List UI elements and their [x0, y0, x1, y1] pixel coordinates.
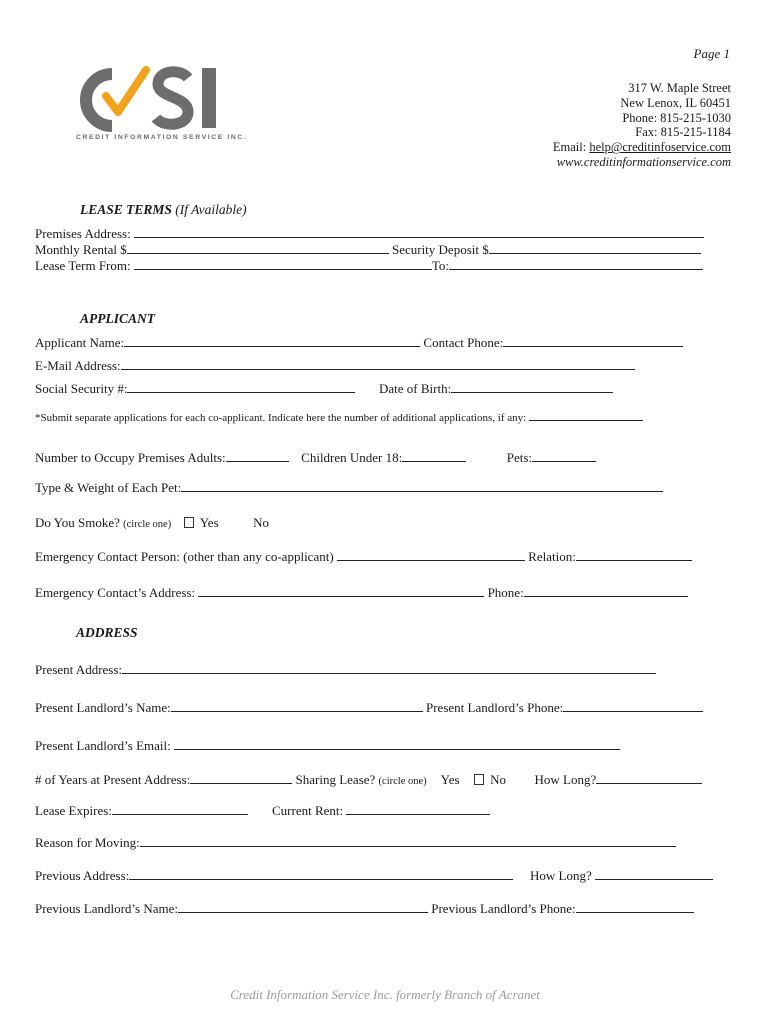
security-deposit-label: Security Deposit $ [391, 242, 489, 257]
footer-text: Credit Information Service Inc. formerly Branch of Acranet [230, 987, 540, 1002]
landlord-name-label: Present Landlord’s Name: [35, 700, 171, 715]
pets-label: Pets: [506, 450, 533, 465]
address-line2: New Lenox, IL 60451 [620, 95, 731, 110]
ssn-label: Social Security #: [35, 381, 128, 396]
years-field[interactable] [190, 772, 292, 784]
present-address-row [35, 662, 656, 678]
lease-expires-field[interactable] [112, 803, 248, 815]
previous-address-field[interactable] [129, 868, 513, 880]
reason-field[interactable] [140, 835, 676, 847]
previous-address-row [35, 868, 513, 884]
relation-label: Relation: [528, 549, 576, 564]
additional-applications-field[interactable] [529, 411, 643, 421]
phone-line: Phone: 815-215-1030 [622, 110, 731, 125]
emergency-address-label: Emergency Contact’s Address: [35, 585, 196, 600]
address-line1: 317 W. Maple Street [628, 81, 731, 95]
smoke-row [35, 515, 269, 531]
previous-landlord-name-field[interactable] [178, 901, 428, 913]
page-number: Page 1 [693, 46, 730, 61]
adults-field[interactable] [226, 450, 289, 462]
applicant-name-label: Applicant Name: [35, 335, 125, 350]
present-address-label: Present Address: [35, 662, 123, 677]
contact-phone-field[interactable] [503, 335, 683, 347]
adults-label: Number to Occupy Premises Adults: [35, 450, 226, 465]
lease-expires-label: Lease Expires: [35, 803, 112, 818]
landlord-name-row [35, 700, 703, 716]
fax-line: Fax: 815-215-1184 [635, 125, 731, 140]
pets-field[interactable] [532, 450, 596, 462]
premises-address-label: Premises Address: [35, 226, 131, 241]
dob-field[interactable] [451, 381, 613, 393]
previous-landlord-phone-label: Previous Landlord’s Phone: [431, 901, 576, 916]
previous-how-long-label: How Long? [530, 868, 592, 883]
lease-terms-heading [80, 202, 247, 218]
landlord-phone-label: Present Landlord’s Phone: [426, 700, 564, 715]
landlord-email-row [35, 738, 620, 754]
contact-phone-label: Contact Phone: [423, 335, 504, 350]
email-label: Email: [552, 140, 590, 155]
emergency-address-row [35, 585, 688, 601]
previous-landlord-phone-field[interactable] [576, 901, 694, 913]
smoke-label: Do You Smoke? [35, 515, 120, 530]
monthly-rental-label: Monthly Rental $ [35, 242, 127, 257]
email-line [553, 140, 731, 155]
emergency-contact-label: Emergency Contact Person: (other than any co-applicant) [35, 549, 334, 564]
premises-address-row [35, 226, 704, 242]
relation-field[interactable] [576, 549, 692, 561]
landlord-phone-field[interactable] [563, 700, 703, 712]
emergency-phone-label: Phone: [487, 585, 524, 600]
lease-term-from-field[interactable] [134, 258, 432, 270]
sharing-no-label: No [490, 772, 506, 787]
pet-type-field[interactable] [181, 480, 663, 492]
lease-term-from-label: Lease Term From: [35, 258, 131, 273]
previous-landlord-name-label: Previous Landlord’s Name: [35, 901, 178, 916]
email-address-field[interactable] [121, 358, 635, 370]
co-applicant-note: *Submit separate applications for each co-applicant. Indicate here the number of additional applications, if any: [35, 412, 527, 424]
emergency-contact-field[interactable] [337, 549, 525, 561]
dob-label: Date of Birth: [379, 381, 452, 396]
present-address-field[interactable] [122, 662, 656, 674]
reason-row [35, 835, 676, 851]
premises-address-field[interactable] [134, 226, 704, 238]
emergency-contact-row [35, 549, 692, 565]
how-long-label: How Long? [534, 772, 597, 787]
lease-term-to-label: To: [431, 258, 450, 273]
previous-address-label: Previous Address: [35, 868, 130, 883]
company-address-block [553, 81, 731, 170]
applicant-heading: APPLICANT [80, 311, 156, 326]
previous-how-long-field[interactable] [595, 868, 713, 880]
monthly-rental-field[interactable] [127, 242, 389, 254]
website-line[interactable]: www.creditinformationservice.com [556, 154, 731, 169]
lease-expires-row [35, 803, 248, 819]
emergency-phone-field[interactable] [524, 585, 688, 597]
smoke-yes-label: Yes [199, 515, 219, 530]
years-row [35, 772, 702, 788]
years-label: # of Years at Present Address: [35, 772, 191, 787]
sharing-yes-label[interactable]: Yes [440, 772, 460, 787]
emergency-address-field[interactable] [198, 585, 484, 597]
lease-term-row [35, 258, 703, 274]
landlord-email-label: Present Landlord’s Email: [35, 738, 171, 753]
occupants-row [35, 450, 596, 466]
dob-row [379, 381, 613, 397]
landlord-email-field[interactable] [174, 738, 620, 750]
sharing-no-checkbox[interactable] [474, 774, 484, 785]
pet-type-row [35, 480, 663, 496]
email-row [35, 358, 635, 374]
lease-terms-subtitle: (If Available) [175, 202, 247, 217]
previous-landlord-row [35, 901, 694, 917]
children-field[interactable] [402, 450, 466, 462]
smoke-yes-checkbox[interactable] [184, 517, 194, 528]
how-long-field[interactable] [596, 772, 702, 784]
current-rent-row [272, 803, 490, 819]
address-heading: ADDRESS [76, 625, 138, 640]
ssn-row [35, 381, 355, 397]
monthly-rental-row [35, 242, 701, 258]
security-deposit-field[interactable] [489, 242, 701, 254]
applicant-name-row [35, 335, 683, 351]
csi-logo-icon [80, 60, 250, 140]
landlord-name-field[interactable] [171, 700, 423, 712]
lease-terms-title: LEASE TERMS [80, 202, 172, 217]
applicant-name-field[interactable] [124, 335, 420, 347]
co-applicant-note-row [35, 411, 643, 424]
children-label: Children Under 18: [301, 450, 403, 465]
current-rent-field[interactable] [346, 803, 490, 815]
sharing-lease-label: Sharing Lease? [295, 772, 376, 787]
lease-term-to-field[interactable] [449, 258, 703, 270]
email-link[interactable]: help@creditinfoservice.com [589, 140, 731, 155]
ssn-field[interactable] [127, 381, 355, 393]
smoke-no-label[interactable]: No [253, 515, 270, 530]
sharing-circle-one: (circle one) [378, 776, 427, 787]
current-rent-label: Current Rent: [272, 803, 344, 818]
previous-how-long-row [530, 868, 713, 884]
smoke-circle-one: (circle one) [123, 519, 172, 530]
email-address-label: E-Mail Address: [35, 358, 121, 373]
pet-type-label: Type & Weight of Each Pet: [35, 480, 182, 495]
reason-label: Reason for Moving: [35, 835, 140, 850]
logo-tagline: CREDIT INFORMATION SERVICE INC. [76, 134, 248, 141]
